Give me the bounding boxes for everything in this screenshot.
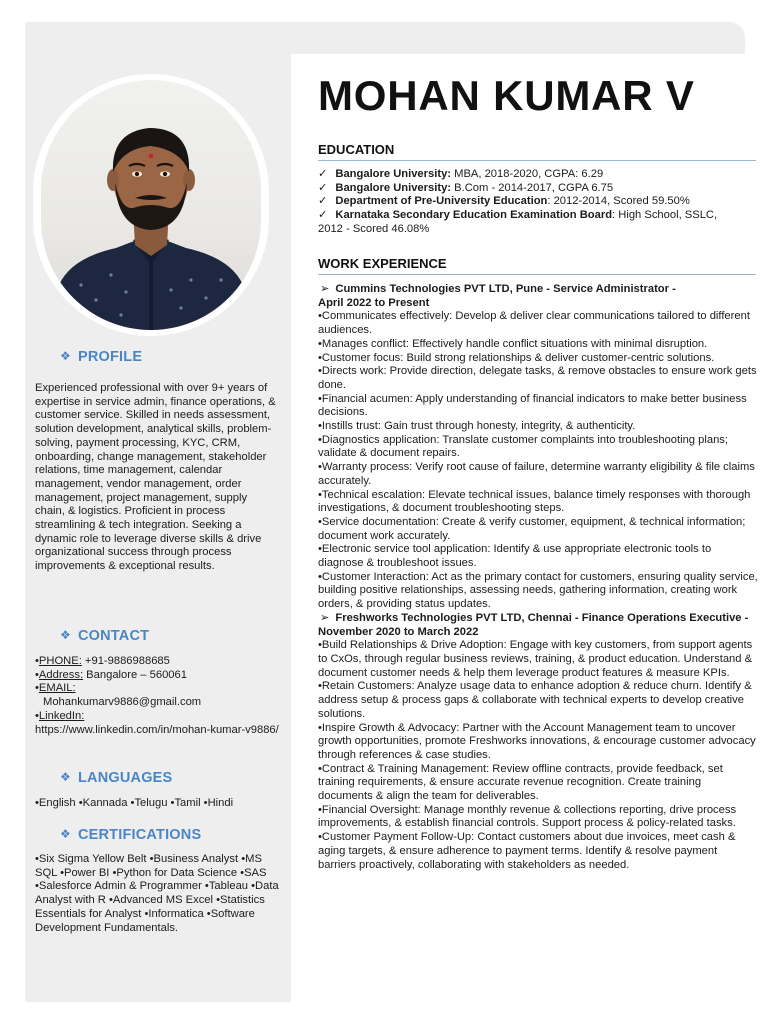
education-school: Bangalore University: — [335, 181, 452, 194]
job-bullet: •Customer Interaction: Act as the primary contact for customers, ensuring quality service, building positive relationships, assessing needs, gathering information, creating work orders, & providing status updates. — [318, 570, 758, 611]
diamond-icon: ❖ — [60, 349, 71, 363]
check-icon: ✓ — [318, 181, 328, 194]
languages-text: •English •Kannada •Telugu •Tamil •Hindi — [35, 797, 234, 809]
job-bullet: •Financial Oversight: Manage monthly revenue & collections reporting, drive process improvements, & establish financial controls. Support process & policy-related tasks. — [318, 803, 737, 830]
job-bullet: •Directs work: Provide direction, delegate tasks, & remove obstacles to ensure work gets done. — [318, 365, 757, 391]
job-bullet: •Warranty process: Verify root cause of failure, determine warranty eligibility & file claims accurately. — [318, 461, 755, 487]
education-heading: EDUCATION — [318, 142, 756, 161]
education-list — [318, 168, 758, 237]
job-bullet: •Manages conflict: Effectively handle conflict situations with minimal disruption. — [318, 337, 708, 350]
education-detail: B.Com - 2014-2017, CGPA 6.75 — [451, 181, 614, 194]
phone-value[interactable]: +91-9886988685 — [81, 655, 170, 667]
education-detail: : 2012-2014, Scored 59.50% — [547, 195, 690, 208]
job-bullet: •Service documentation: Create & verify customer, equipment, & technical information; document work accurately. — [318, 515, 746, 542]
arrow-bullet-icon: ➢ — [320, 283, 330, 295]
job-bullet: •Contract & Training Management: Review offline contracts, provide feedback, set training requirements, & ensure accurate revenue recognition. Create training documents & align the team for deliverables. — [318, 762, 723, 803]
education-detail: MBA, 2018-2020, CGPA: 6.29 — [451, 168, 604, 180]
job-bullet: •Customer Payment Follow-Up: Contact customers about due invoices, meet cash & aging targets, & ensure adherence to payment terms. Identify & resolve payment barriers proactively, collaborating with stakeholders as needed. — [318, 831, 736, 871]
header-band — [25, 22, 745, 54]
check-icon: ✓ — [318, 209, 328, 222]
job-bullet: •Instills trust: Gain trust through honesty, integrity, & authenticity. — [318, 420, 636, 433]
portrait-illustration — [41, 80, 261, 330]
contact-details — [35, 655, 280, 737]
check-icon: ✓ — [318, 168, 328, 180]
email-value[interactable]: Mohankumarv9886@gmail.com — [43, 696, 202, 709]
profile-photo-frame — [33, 74, 269, 336]
languages-heading: ❖ LANGUAGES — [60, 770, 173, 786]
education-detail: : High School, SSLC, — [612, 209, 718, 222]
education-school: Department of Pre-University Education — [335, 195, 548, 208]
certifications-heading: ❖ CERTIFICATIONS — [60, 827, 202, 843]
job-bullet: •Customer focus: Build strong relationships & deliver customer-centric solutions. — [318, 351, 715, 364]
languages-list — [35, 797, 280, 811]
certifications-list — [35, 853, 280, 935]
education-item — [318, 209, 758, 223]
profile-summary — [35, 382, 280, 574]
profile-photo — [41, 80, 261, 330]
education-continuation: 2012 - Scored 46.08% — [318, 222, 430, 235]
address-label: Address: — [38, 668, 84, 681]
diamond-icon: ❖ — [60, 770, 71, 784]
job-bullet: •Electronic service tool application: Identify & use appropriate electronic tools to diagnose & troubleshoot issues. — [318, 543, 712, 570]
job-bullet: •Communicates effectively: Develop & deliver clear communications tailored to different audiences. — [318, 310, 750, 337]
job-bullet: •Retain Customers: Analyze usage data to enhance adoption & reduce churn. Identify & address setup & process gaps & collaborate with technical experts to develop creative solutions. — [318, 680, 752, 720]
diamond-icon: ❖ — [60, 628, 71, 642]
profile-heading: ❖ PROFILE — [60, 349, 143, 365]
contact-linkedin-label-line: •LinkedIn: — [35, 709, 85, 722]
profile-text: Experienced professional with over 9+ years of expertise in service admin, finance operations, & customer service. Skilled in needs assessment, solution development, analytical skills, problem-solving, payment processing, KYC, CRM, onboarding, change management, stakeholder relations, time management, calendar management, vendor management, order management, project management, supply chain, & logistics. Proficient in process streamlining & tech integration. Seeking a dynamic role to leverage diverse skills & drive organizational success through process improvements & exceptional results. — [35, 382, 276, 573]
job-bullet: •Inspire Growth & Advocacy: Partner with the Account Management team to uncover growth opportunities, promote Freshworks innovations, & encourage customer advocacy through references & case studies. — [318, 721, 756, 761]
job-bullet: •Financial acumen: Apply understanding of financial indicators to make better business decisions. — [318, 392, 747, 419]
check-icon: ✓ — [318, 195, 328, 208]
job-title: ➢ Freshworks Technologies PVT LTD, Chennai - Finance Operations Executive - — [320, 611, 749, 624]
job-date: April 2022 to Present — [318, 296, 430, 309]
job-bullet: •Build Relationships & Drive Adoption: Engage with key customers, from support agents to CxOs, through regular business reviews, training, & product education. Understand & document customer needs & help them leverage product features & measure KPIs. — [318, 639, 753, 679]
linkedin-label: LinkedIn: — [38, 709, 85, 722]
education-item — [318, 168, 758, 182]
arrow-bullet-icon: ➢ — [320, 611, 330, 624]
work-experience-heading: WORK EXPERIENCE — [318, 256, 756, 275]
contact-heading: ❖ CONTACT — [60, 628, 150, 644]
phone-label: PHONE: — [38, 655, 82, 667]
email-label: EMAIL: — [38, 682, 76, 695]
address-value: Bangalore – 560061 — [83, 668, 187, 681]
job-bullet: •Diagnostics application: Translate customer complaints into troubleshooting plans; validate & document repairs. — [318, 433, 728, 460]
certifications-text: •Six Sigma Yellow Belt •Business Analyst •MS SQL •Power BI •Python for Data Science •SAS •Salesforce Admin & Programmer •Tableau •Data Analyst with R •Advanced MS Excel •Statistics Essentials for Analyst •Informatica •Software Development Fundamentals. — [35, 853, 279, 934]
job-date: November 2020 to March 2022 — [318, 625, 479, 638]
education-item — [318, 182, 758, 196]
contact-phone: •PHONE: +91-9886988685 — [35, 655, 170, 667]
education-item — [318, 195, 758, 209]
linkedin-url[interactable]: https://www.linkedin.com/in/mohan-kumar-v9886/ — [35, 723, 279, 736]
contact-address: •Address: Bangalore – 560061 — [35, 668, 187, 681]
education-school: Karnataka Secondary Education Examination Board — [335, 209, 613, 222]
education-school: Bangalore University: — [335, 168, 452, 180]
diamond-icon: ❖ — [60, 827, 71, 841]
contact-email-label-line: •EMAIL: — [35, 682, 76, 695]
job-bullet: •Technical escalation: Elevate technical issues, balance timely responses with thorough investigations, & document troubleshooting steps. — [318, 488, 751, 515]
work-experience-list — [318, 283, 758, 872]
candidate-name: MOHAN KUMAR V — [318, 72, 695, 119]
job-title: ➢ Cummins Technologies PVT LTD, Pune - Service Administrator - — [320, 283, 676, 295]
